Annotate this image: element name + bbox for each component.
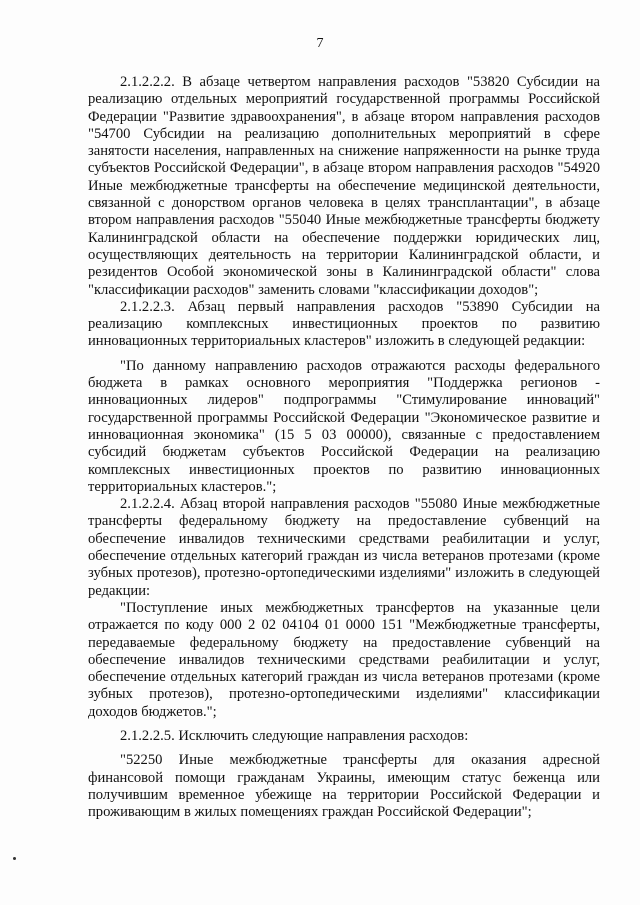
quoted-paragraph-53890: "По данному направлению расходов отражаются расходы федерального бюджета в рамках основного мероприятия "Поддержка регионов - инновационных лидеров" подпрограммы "Стимулирование инноваций" государственной программы Российской Федерации "Экономическое развитие и инновационная экономика" (15 5 03 00000), связанные с предоставлением субсидий бюджетам субъектов Российской Федерации на реализацию комплексных инвестиционных проектов по развитию инновационных территориальных кластеров.";	[88, 357, 600, 495]
paragraph-2-1-2-2-5: 2.1.2.2.5. Исключить следующие направления расходов:	[120, 727, 469, 744]
scan-speck	[13, 857, 16, 860]
document-body	[88, 74, 600, 821]
paragraph-2-1-2-2-3: 2.1.2.2.3. Абзац первый направления расходов "53890 Субсидии на реализацию комплексных инвестиционных проектов по развитию инновационных территориальных кластеров" изложить в следующей редакции:	[88, 298, 600, 350]
quoted-paragraph-55080: "Поступление иных межбюджетных трансфертов на указанные цели отражается по коду 000 2 02 04104 01 0000 151 "Межбюджетные трансферты, передаваемые федеральному бюджету на предоставление субвенций на обеспечение инвалидов техническими средствами реабилитации и услуг, обеспечение отдельных категорий граждан из числа ветеранов протезами (кроме зубных протезов), протезно-ортопедическими изделиями" классификации доходов бюджетов.";	[88, 599, 600, 720]
paragraph-2-1-2-2-4: 2.1.2.2.4. Абзац второй направления расходов "55080 Иные межбюджетные трансферты федеральному бюджету на предоставление субвенций на обеспечение инвалидов техническими средствами реабилитации и услуг, обеспечение отдельных категорий граждан из числа ветеранов протезами (кроме зубных протезов), протезно-ортопедическими изделиями" изложить в следующей редакции:	[88, 496, 600, 599]
page-number: 7	[316, 36, 324, 51]
quoted-paragraph-52250: "52250 Иные межбюджетные трансферты для оказания адресной финансовой помощи гражданам Украины, имеющим статус беженца или получившим временное убежище на территории Российской Федерации и проживающим в жилых помещениях граждан Российской Федерации";	[88, 752, 600, 821]
paragraph-2-1-2-2-2: 2.1.2.2.2. В абзаце четвертом направления расходов "53820 Субсидии на реализацию отдельных мероприятий государственной программы Российской Федерации "Развитие здравоохранения", в абзаце втором направления расходов "54700 Субсидии на реализацию дополнительных мероприятий в сфере занятости населения, направленных на снижение напряженности на рынке труда субъектов Российской Федерации", в абзаце втором направления расходов "54920 Иные межбюджетные трансферты на обеспечение медицинской деятельности, связанной с донорством органов человека в целях трансплантации", в абзаце втором направления расходов "55040 Иные межбюджетные трансферты бюджету Калининградской области на обеспечение поддержки юридических лиц, осуществляющих деятельность на территории Калининградской области, и резидентов Особой экономической зоны в Калининградской области" слова "классификации расходов" заменить словами "классификации доходов";	[88, 74, 600, 298]
